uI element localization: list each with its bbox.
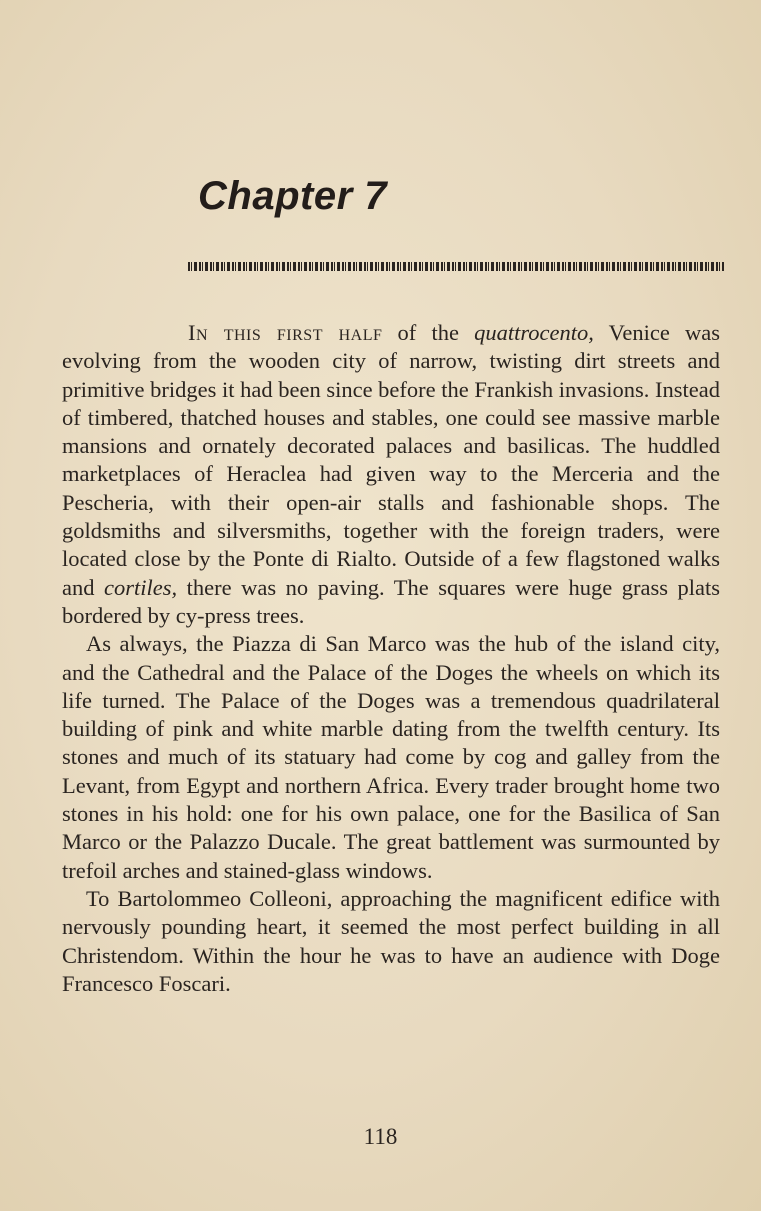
opening-small-caps: In this first half [188, 320, 383, 345]
paragraph-3: To Bartolommeo Colleoni, approaching the magnificent edifice with nervously pounding heart, it seemed the most perfect building in all Christendom. Within the hour he was to have an audience with Doge Francesco Foscari. [62, 885, 720, 996]
italic-cortiles: cortiles, [104, 574, 178, 600]
paragraph-1 [62, 319, 720, 630]
ornamental-rule [188, 262, 724, 271]
paragraph-1-text-b: Venice was evolving from the wooden city of narrow, twisting dirt streets and primitive bridges it had been since before the Frankish invasions. Instead of timbered, thatched houses and stables, one could see massive marble mansions and ornately decorated palaces and basilicas. The huddled marketplaces of Heraclea had given way to the Merceria and the Pescheria, with their open-air stalls and fashionable shops. The goldsmiths and silversmiths, together with the foreign traders, were located close by the Ponte di Rialto. Outside of a few flagstoned walks and [62, 320, 720, 600]
paragraph-2: As always, the Piazza di San Marco was the hub of the island city, and the Cathedral and the Palace of the Doges the wheels on which its life turned. The Palace of the Doges was a tremendous quadrilateral building of pink and white marble dating from the twelfth century. Its stones and much of its statuary had come by cog and galley from the Levant, from Egypt and northern Africa. Every trader brought home two stones in his hold: one for his own palace, one for the Basilica of San Marco or the Palazzo Ducale. The great battlement was surmounted by trefoil arches and stained-glass windows. [62, 631, 720, 883]
page-number: 118 [363, 1124, 398, 1149]
chapter-title: Chapter 7 [198, 174, 387, 218]
paragraph-1-text-c: there was no paving. The squares were huge grass plats bordered by cy-press trees. [62, 574, 720, 628]
italic-quattrocento: quattrocento, [474, 320, 594, 345]
body-text [62, 319, 720, 998]
paragraph-1-text-a: of the [382, 320, 475, 345]
